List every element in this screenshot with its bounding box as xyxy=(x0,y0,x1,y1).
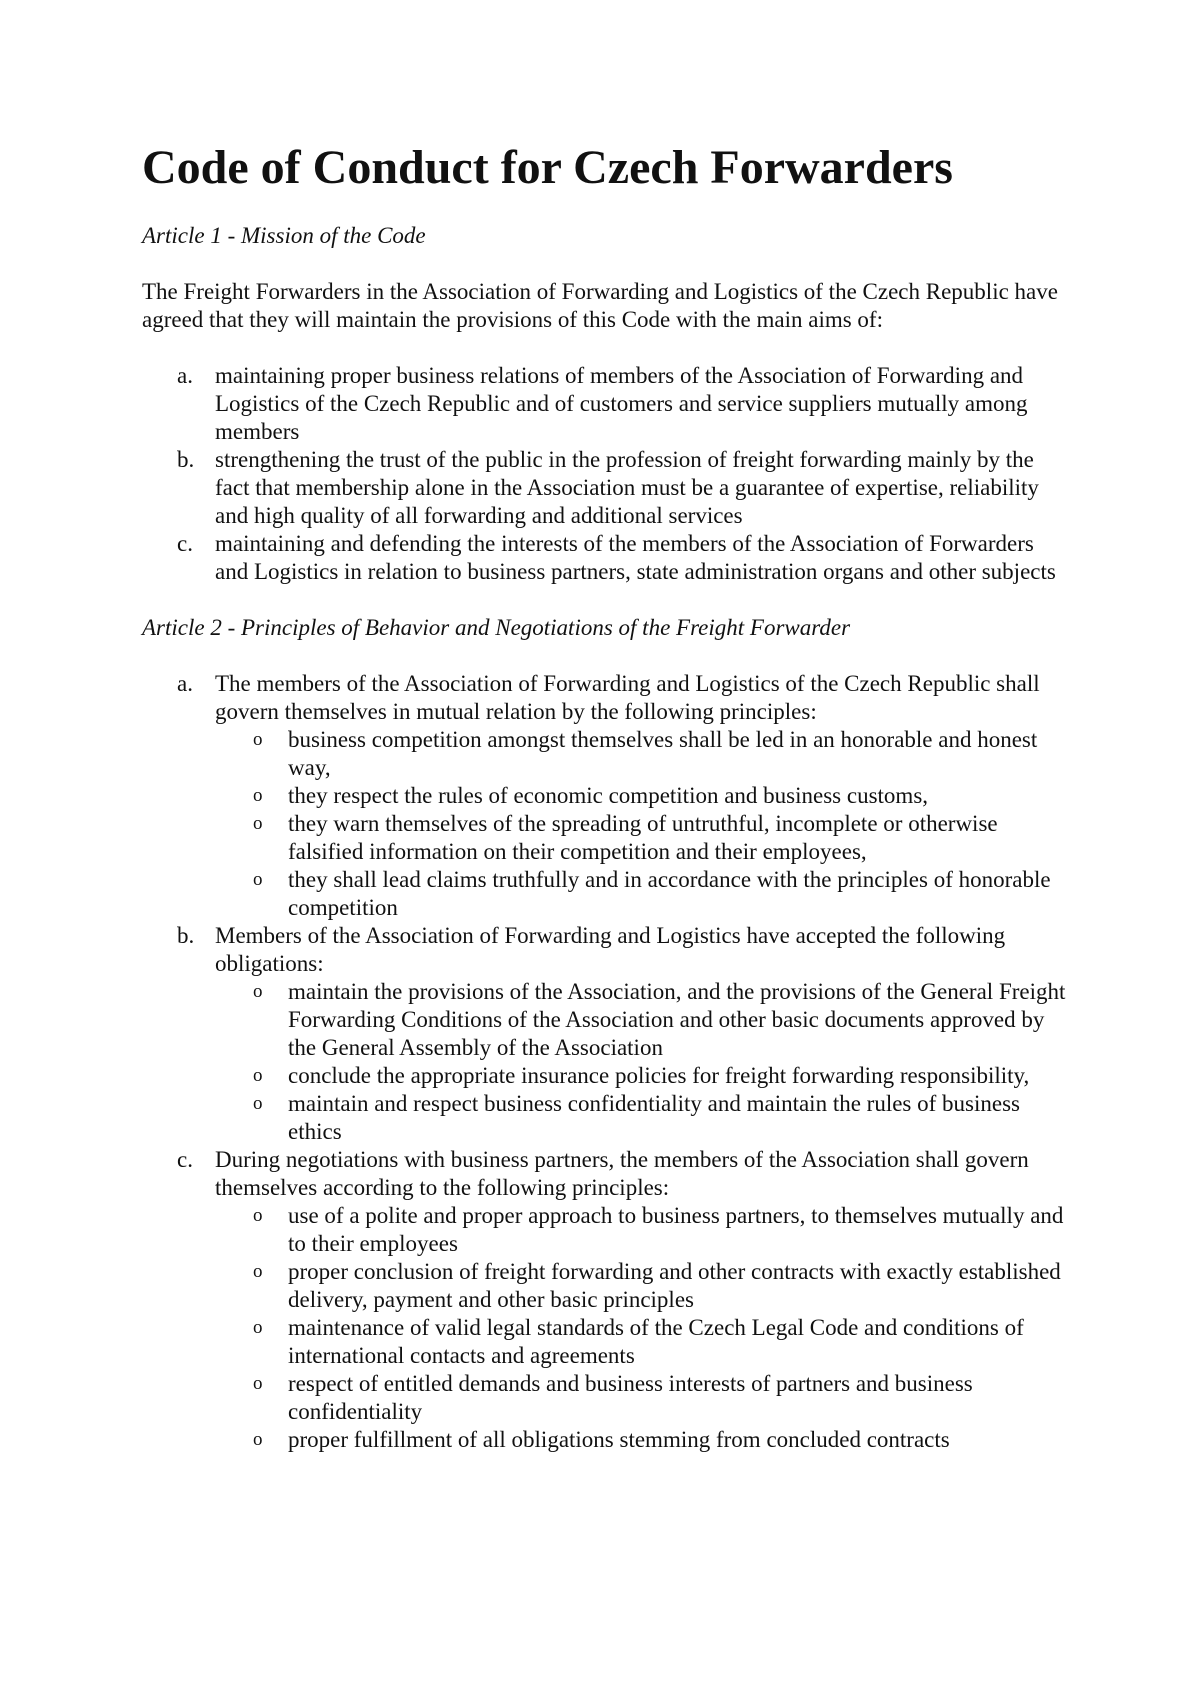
sub-list-item-text: maintain the provisions of the Association, and the provisions of the General Freight Forwarding Conditions of the Association and other basic documents approved by the General Assembly of the Association xyxy=(288,979,1066,1060)
sub-list-item-text: maintenance of valid legal standards of the Czech Legal Code and conditions of international contacts and agreements xyxy=(288,1315,1024,1368)
bullet-icon: o xyxy=(253,1261,263,1282)
sub-list-item-text: maintain and respect business confidentiality and maintain the rules of business ethics xyxy=(288,1091,1020,1144)
article-2-list xyxy=(142,670,1072,1454)
document-page xyxy=(142,140,1072,1454)
bullet-icon: o xyxy=(253,1205,263,1226)
bullet-icon: o xyxy=(253,729,263,750)
list-item-text: The members of the Association of Forwarding and Logistics of the Czech Republic shall govern themselves in mutual relation by the following principles: xyxy=(215,671,1040,724)
sub-list-item-text: proper fulfillment of all obligations stemming from concluded contracts xyxy=(288,1427,950,1452)
bullet-icon: o xyxy=(253,1317,263,1338)
list-marker: a. xyxy=(177,363,193,388)
sub-list-item-text: business competition amongst themselves shall be led in an honorable and honest way, xyxy=(288,727,1038,780)
sub-list-item-text: conclude the appropriate insurance policies for freight forwarding responsibility, xyxy=(288,1063,1030,1088)
article-1-intro: The Freight Forwarders in the Association of Forwarding and Logistics of the Czech Republic have agreed that they will maintain the provisions of this Code with the main aims of: xyxy=(142,279,1058,332)
document-title: Code of Conduct for Czech Forwarders xyxy=(142,141,953,194)
list-item-text: maintaining proper business relations of members of the Association of Forwarding and Logistics of the Czech Republic and of customers and service suppliers mutually among members xyxy=(215,363,1028,444)
list-item-text: During negotiations with business partners, the members of the Association shall govern themselves according to the following principles: xyxy=(215,1147,1029,1200)
bullet-icon: o xyxy=(253,785,263,806)
bullet-icon: o xyxy=(253,1093,263,1114)
list-marker: c. xyxy=(177,531,193,556)
list-item-text: maintaining and defending the interests of the members of the Association of Forwarders and Logistics in relation to business partners, state administration organs and other subjects xyxy=(215,531,1056,584)
sub-list-item xyxy=(215,978,1072,1062)
sub-list-item-text: they shall lead claims truthfully and in accordance with the principles of honorable competition xyxy=(288,867,1051,920)
list-marker: a. xyxy=(177,671,193,696)
sub-list xyxy=(215,726,1072,922)
bullet-icon: o xyxy=(253,981,263,1002)
list-item xyxy=(142,530,1072,586)
article-1-heading: Article 1 - Mission of the Code xyxy=(142,223,426,248)
sub-list-item xyxy=(215,1090,1072,1146)
article-2-heading: Article 2 - Principles of Behavior and Negotiations of the Freight Forwarder xyxy=(142,615,851,640)
bullet-icon: o xyxy=(253,813,263,834)
sub-list-item-text: they warn themselves of the spreading of untruthful, incomplete or otherwise falsified information on their competition and their employees, xyxy=(288,811,998,864)
sub-list-item xyxy=(215,782,1072,810)
sub-list-item xyxy=(215,866,1072,922)
list-item xyxy=(142,446,1072,530)
list-item-text: strengthening the trust of the public in the profession of freight forwarding mainly by the fact that membership alone in the Association must be a guarantee of expertise, reliability and high quality of all forwarding and additional services xyxy=(215,447,1039,528)
sub-list-item xyxy=(215,1258,1072,1314)
sub-list-item-text: proper conclusion of freight forwarding and other contracts with exactly established delivery, payment and other basic principles xyxy=(288,1259,1061,1312)
bullet-icon: o xyxy=(253,1373,263,1394)
bullet-icon: o xyxy=(253,1065,263,1086)
bullet-icon: o xyxy=(253,869,263,890)
sub-list-item xyxy=(215,810,1072,866)
sub-list-item xyxy=(215,1202,1072,1258)
sub-list-item xyxy=(215,1062,1072,1090)
list-item-text: Members of the Association of Forwarding and Logistics have accepted the following obligations: xyxy=(215,923,1006,976)
sub-list xyxy=(215,978,1072,1146)
list-marker: c. xyxy=(177,1147,193,1172)
list-marker: b. xyxy=(177,923,195,948)
sub-list-item xyxy=(215,1370,1072,1426)
article-1-list xyxy=(142,362,1072,586)
sub-list-item-text: use of a polite and proper approach to business partners, to themselves mutually and to their employees xyxy=(288,1203,1064,1256)
sub-list-item-text: respect of entitled demands and business interests of partners and business confidentiality xyxy=(288,1371,973,1424)
bullet-icon: o xyxy=(253,1429,263,1450)
list-marker: b. xyxy=(177,447,195,472)
sub-list-item xyxy=(215,1314,1072,1370)
list-item xyxy=(142,362,1072,446)
sub-list xyxy=(215,1202,1072,1454)
list-item xyxy=(142,1146,1072,1454)
sub-list-item xyxy=(215,726,1072,782)
list-item xyxy=(142,922,1072,1146)
sub-list-item xyxy=(215,1426,1072,1454)
sub-list-item-text: they respect the rules of economic competition and business customs, xyxy=(288,783,929,808)
list-item xyxy=(142,670,1072,922)
